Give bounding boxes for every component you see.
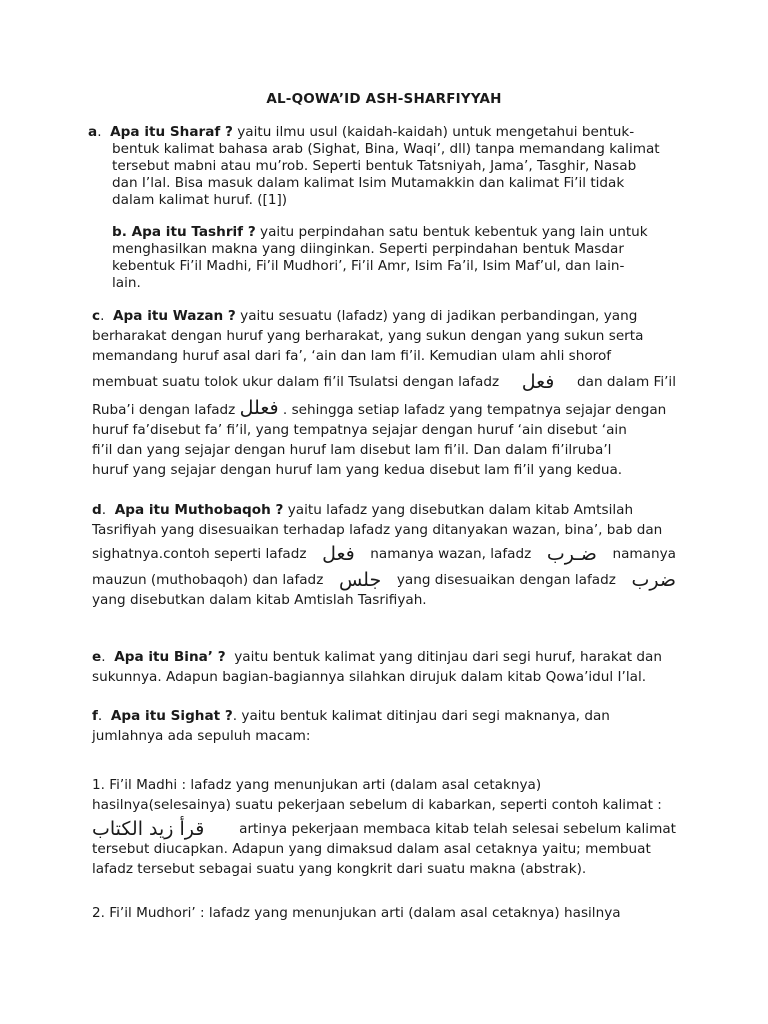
text-line: membuat suatu tolok ukur dalam fi’il Tsulatsi dengan lafadz فعل dan dalam Fi’il <box>92 371 676 393</box>
section-label: Apa itu Bina’ ? <box>114 649 226 665</box>
text-line: mauzun (muthobaqoh) dan lafadz جلس yang disesuaikan dengan lafadz ضرب <box>92 569 676 591</box>
text-line: tersebut mabni atau mu’rob. Seperti bentuk Tatsniyah, Jama’, Tasghir, Nasab <box>112 158 637 174</box>
text-line: lafadz tersebut sebagai suatu yang kongkrit dari suatu makna (abstrak). <box>92 861 587 877</box>
section-label: Apa itu Sighat ? <box>110 708 233 724</box>
text-line: dalam kalimat huruf. ([1]) <box>112 192 288 208</box>
section-d <box>92 500 676 610</box>
text-line: menghasilkan makna yang diinginkan. Seperti perpindahan bentuk Masdar <box>112 241 624 257</box>
section-label: Apa itu Wazan ? <box>113 308 236 324</box>
section-e <box>92 647 676 687</box>
arabic-word: ضـرب <box>546 543 597 565</box>
text-line: sukunnya. Adapun bagian-bagiannya silahkan dirujuk dalam kitab Qowa’idul I’lal. <box>92 669 647 685</box>
section-a-body <box>112 141 676 209</box>
arabic-word: جلس <box>338 569 382 591</box>
text-line: hasilnya(selesainya) suatu pekerjaan sebelum di kabarkan, seperti contoh kalimat : <box>92 797 662 813</box>
text-line: 2. Fi’il Mudhori’ : lafadz yang menunjukan arti (dalam asal cetaknya) hasilnya <box>92 905 621 921</box>
text-line: berharakat dengan huruf yang berharakat, yang sukun dengan yang sukun serta <box>92 328 644 344</box>
text-line: Tasrifiyah yang disesuaikan terhadap lafadz yang ditanyakan wazan, bina’, bab dan <box>92 522 663 538</box>
section-b <box>112 224 676 292</box>
section-f <box>92 706 676 746</box>
arabic-word: فعلل <box>239 397 279 419</box>
text-line: huruf fa’disebut fa’ fi’il, yang tempatnya sejajar dengan huruf ‘ain disebut ‘ain <box>92 422 627 438</box>
text-line: sighatnya.contoh seperti lafadz فعل namanya wazan, lafadz ضـرب namanya <box>92 543 676 565</box>
text-line: bentuk kalimat bahasa arab (Sighat, Bina, Waqi’, dll) tanpa memandang kalimat <box>112 141 660 157</box>
text-line: b. Apa itu Tashrif ? yaitu perpindahan satu bentuk kebentuk yang lain untuk <box>112 224 648 240</box>
text-line: yang disebutkan dalam kitab Amtislah Tasrifiyah. <box>92 592 427 608</box>
text-line: tersebut diucapkan. Adapun yang dimaksud dalam asal cetaknya yaitu; membuat <box>92 841 651 857</box>
list-item-fiil-madhi <box>92 775 676 879</box>
section-label: b. Apa itu Tashrif ? <box>112 224 256 240</box>
arabic-word: فعل <box>322 543 355 565</box>
text-line: memandang huruf asal dari fa’, ‘ain dan lam fi’il. Kemudian ulam ahli shorof <box>92 348 612 364</box>
text-line: a. Apa itu Sharaf ? yaitu ilmu usul (kaidah-kaidah) untuk mengetahui bentuk- <box>88 124 635 140</box>
section-marker: a <box>88 124 98 140</box>
section-label: Apa itu Muthobaqoh ? <box>114 502 284 518</box>
text-line: fi’il dan yang sejajar dengan huruf lam disebut lam fi’il. Dan dalam fi’ilruba’l <box>92 442 612 458</box>
list-item-fiil-mudhori <box>92 903 676 923</box>
section-label: Apa itu Sharaf ? <box>110 124 233 140</box>
document-title: AL-QOWA’ID ASH-SHARFIYYAH <box>266 91 502 107</box>
text-line: c. Apa itu Wazan ? yaitu sesuatu (lafadz) yang di jadikan perbandingan, yang <box>92 308 638 324</box>
text-line: قرأ زيد الكتاب artinya pekerjaan membaca kitab telah selesai sebelum kalimat <box>92 818 676 840</box>
arabic-word: فعل <box>521 371 555 393</box>
text-line: huruf yang sejajar dengan huruf lam yang kedua disebut lam fi’il yang kedua. <box>92 462 623 478</box>
text-line: jumlahnya ada sepuluh macam: <box>92 728 311 744</box>
text-line: kebentuk Fi’il Madhi, Fi’il Mudhori’, Fi’il Amr, Isim Fa’il, Isim Maf’ul, dan lain- <box>112 258 625 274</box>
arabic-word: ضرب <box>631 569 676 591</box>
text-line: e. Apa itu Bina’ ? yaitu bentuk kalimat yang ditinjau dari segi huruf, harakat dan <box>92 649 663 665</box>
text-line: Ruba’i dengan lafadz فعلل . sehingga setiap lafadz yang tempatnya sejajar dengan <box>92 397 667 419</box>
section-c <box>92 306 676 480</box>
arabic-sentence: قرأ زيد الكتاب <box>92 818 205 840</box>
text-line: f. Apa itu Sighat ?. yaitu bentuk kalimat ditinjau dari segi maknanya, dan <box>92 708 610 724</box>
text-line: d. Apa itu Muthobaqoh ? yaitu lafadz yang disebutkan dalam kitab Amtsilah <box>92 502 634 518</box>
text-line: lain. <box>112 275 141 291</box>
text-line: dan I’lal. Bisa masuk dalam kalimat Isim Mutamakkin dan kalimat Fi’il tidak <box>112 175 625 191</box>
section-a <box>88 124 676 141</box>
text-line: 1. Fi’il Madhi : lafadz yang menunjukan arti (dalam asal cetaknya) <box>92 777 542 793</box>
